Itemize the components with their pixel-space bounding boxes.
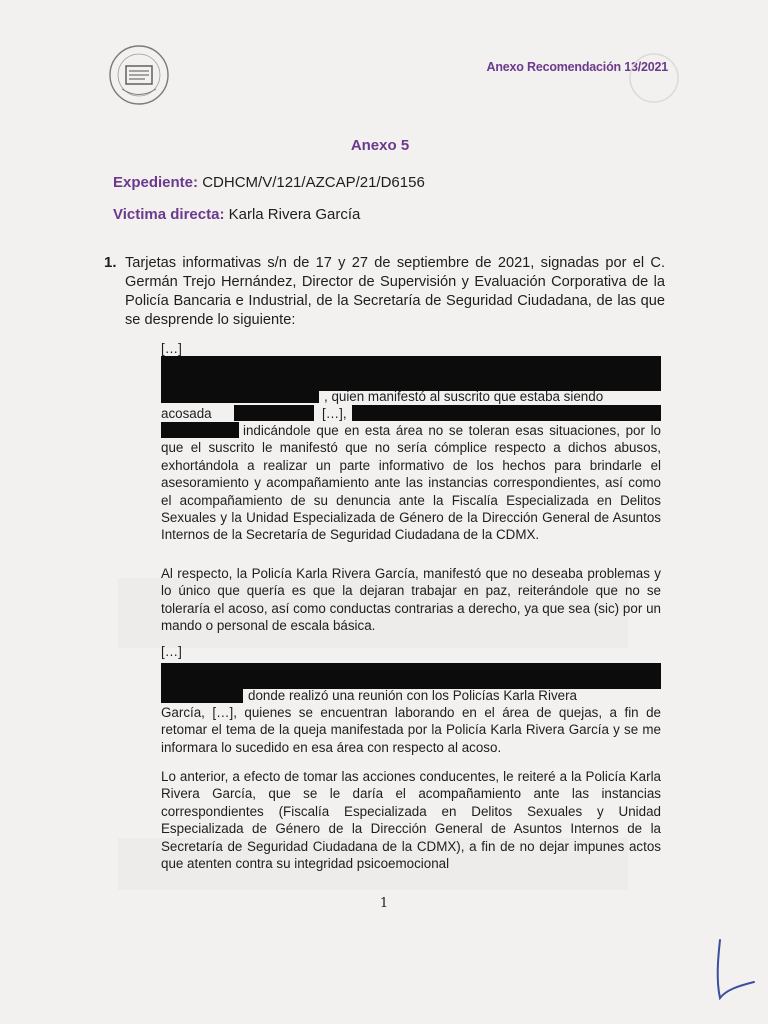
redaction-block xyxy=(352,405,661,421)
item-description: Tarjetas informativas s/n de 17 y 27 de septiembre de 2021, signadas por el C. Germán Trejo Hernández, Director de Supervisión y Evaluación Corporativa de la Policía Bancaria e Industrial, de la Secretaría de Seguridad Ciudadana, de las que se desprende lo siguiente: xyxy=(125,255,665,328)
redaction-block xyxy=(234,405,314,421)
page-number: 1 xyxy=(379,896,389,911)
quote-paragraph: Lo anterior, a efecto de tomar las acciones conducentes, le reiteré a la Policía Karla Rivera García, que se le daría el acompañamiento ante las instancias correspondientes (Fiscalía Especializada en Delitos Sexuales y Unidad Especializada de Género de la Dirección General de Asuntos Internos de la Secretaría de Seguridad Ciudadana de la CDMX), a fin de no dejar impunes actos que atenten contra su integridad psicoemocional xyxy=(161,769,661,872)
expediente-value: CDHCM/V/121/AZCAP/21/D6156 xyxy=(202,174,425,191)
quote-paragraph: indicándole que en esta área no se toleran esas situaciones, por lo que el suscrito le manifestó que no sería cómplice respecto a dichos abusos, exhortándola a realizar un parte informativo de los hechos para brindarle el asesoramiento y acompañamiento ante las instancias correspondientes, así como el acompañamiento de su denuncia ante la Fiscalía Especializada en Delitos Sexuales y la Unidad Especializada de Género de la Dirección General de Asuntos Internos de la Secretaría de Seguridad Ciudadana de la CDMX. xyxy=(161,423,661,543)
quote-line: , quien manifestó al suscrito que estaba siendo xyxy=(324,389,604,404)
victima-line xyxy=(113,206,360,223)
quote-paragraph: García, […], quienes se encuentran laborando en el área de quejas, a fin de retomar el tema de la queja manifestada por la Policía Karla Rivera García y se me informara lo sucedido en esa área con respecto al acoso. xyxy=(161,705,661,755)
institution-seal-logo xyxy=(108,44,170,106)
quote-paragraph: Al respecto, la Policía Karla Rivera García, manifestó que no deseaba problemas y lo único que quería es que la dejaran trabajar en paz, reiterándole que no se toleraría el acoso, así como conductas contrarias a derecho, ya que sea (sic) por un mando o personal de escala básica. xyxy=(161,566,661,634)
redaction-block xyxy=(161,391,319,403)
item-number: 1. xyxy=(104,254,117,271)
quote-ellipsis: […] xyxy=(161,644,182,659)
redaction-block xyxy=(161,689,243,703)
annex-reference: Anexo Recomendación 13/2021 xyxy=(486,60,668,74)
faint-stamp-icon xyxy=(628,52,680,104)
victima-value: Karla Rivera García xyxy=(228,206,361,223)
quote-line: donde realizó una reunión con los Policías Karla Rivera xyxy=(248,688,578,703)
annex-title: Anexo 5 xyxy=(350,137,410,154)
quote-line: acosada xyxy=(161,406,212,421)
expediente-line xyxy=(113,174,425,191)
expediente-label: Expediente: xyxy=(113,174,199,191)
redaction-block xyxy=(161,356,661,391)
quote-ellipsis: […] xyxy=(161,341,182,356)
redaction-block xyxy=(161,663,661,689)
quote-line: […], xyxy=(322,406,347,421)
handwritten-mark xyxy=(700,936,758,1008)
victima-label: Victima directa: xyxy=(113,206,225,223)
